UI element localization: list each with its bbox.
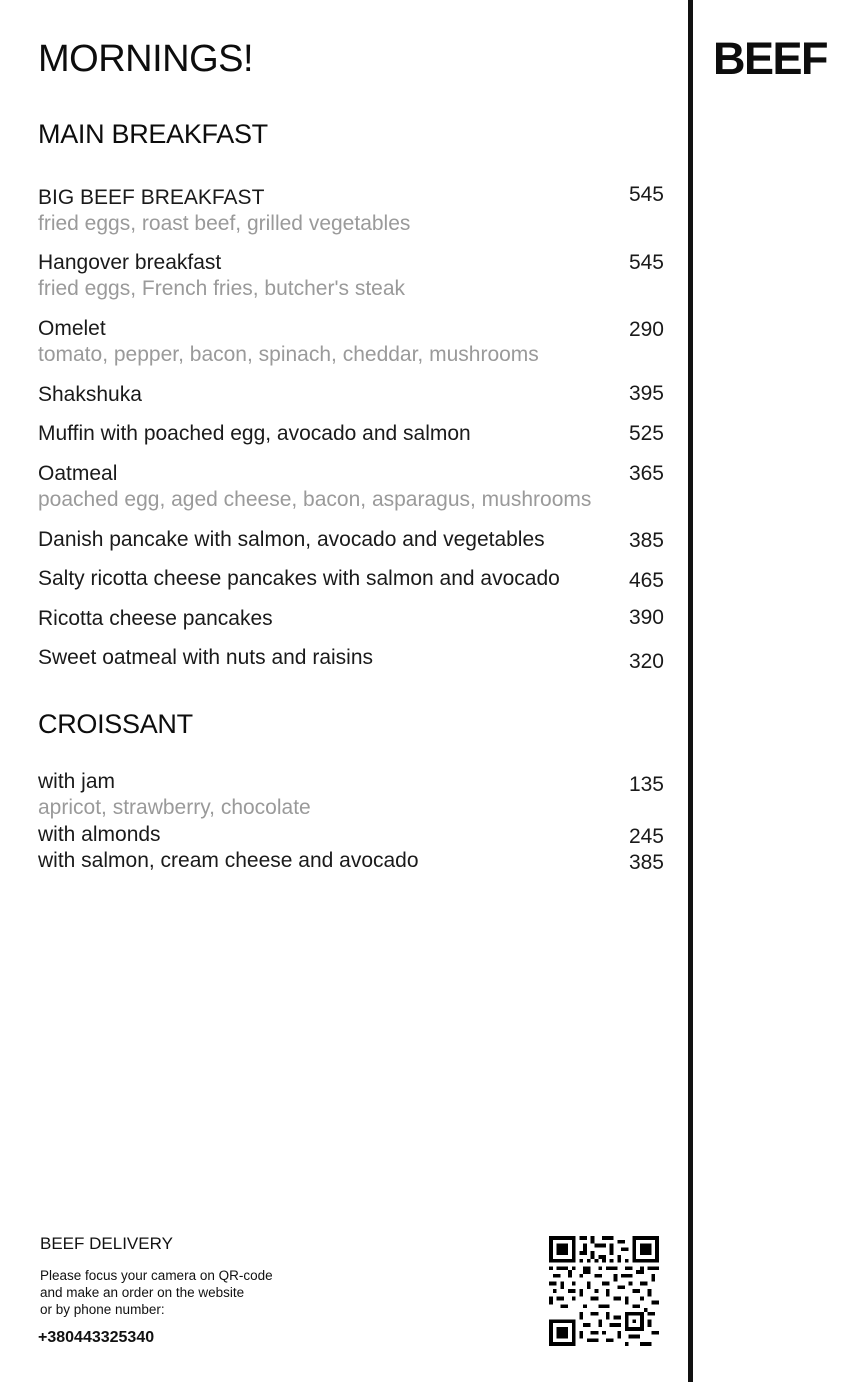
menu-item [38, 421, 664, 447]
menu-item-name: Sweet oatmeal with nuts and raisins [38, 646, 374, 669]
menu-item-price: 385 [628, 529, 664, 552]
menu-item-price: 320 [628, 650, 664, 673]
menu-item-description: tomato, pepper, bacon, spinach, cheddar, mushrooms [38, 343, 539, 366]
delivery-title: BEEF DELIVERY [40, 1234, 173, 1253]
menu-item-description: poached egg, aged cheese, bacon, asparagus, mushrooms [38, 488, 592, 511]
delivery-instructions-line: Please focus your camera on QR-code [40, 1268, 273, 1283]
menu-item-name: with salmon, cream cheese and avocado [38, 849, 419, 872]
menu-item [38, 566, 664, 592]
menu-item-name: Hangover breakfast [38, 251, 222, 274]
menu-item [38, 606, 664, 632]
section-title-main-breakfast: MAIN BREAKFAST [38, 119, 268, 149]
menu-item [38, 822, 664, 848]
menu-item-price: 465 [628, 569, 664, 592]
delivery-instructions-line: and make an order on the website [40, 1285, 245, 1300]
menu-item-name: Danish pancake with salmon, avocado and vegetables [38, 528, 545, 551]
vertical-divider [688, 0, 693, 1382]
menu-item-price: 395 [628, 382, 664, 405]
menu-item-name: with almonds [38, 823, 161, 846]
brand-logo: BEEF [713, 33, 828, 84]
menu-item-price: 390 [628, 606, 664, 629]
menu-item [38, 848, 664, 874]
menu-item [38, 461, 664, 513]
menu-item [38, 769, 664, 821]
menu-item-description: fried eggs, French fries, butcher's steak [38, 277, 406, 300]
phone-number[interactable]: +380443325340 [38, 1329, 155, 1346]
delivery-instructions [40, 1267, 273, 1318]
menu-item [38, 185, 664, 237]
menu-item-name: Salty ricotta cheese pancakes with salmon and avocado [38, 567, 560, 590]
menu-item [38, 250, 664, 302]
menu-item-price: 545 [628, 251, 664, 274]
menu-item-name: Ricotta cheese pancakes [38, 607, 273, 630]
menu-item-name: Omelet [38, 317, 106, 340]
menu-item [38, 382, 664, 408]
menu-item-name: Oatmeal [38, 462, 118, 485]
menu-item-price: 525 [628, 422, 664, 445]
menu-item-name: BIG BEEF BREAKFAST [38, 186, 265, 209]
menu-item-description: apricot, strawberry, chocolate [38, 796, 311, 819]
section-title-croissant: CROISSANT [38, 709, 193, 739]
menu-item-name: Shakshuka [38, 383, 142, 406]
menu-item-price: 365 [628, 462, 664, 485]
menu-item-price: 135 [628, 773, 664, 796]
menu-item [38, 316, 664, 368]
menu-item [38, 527, 664, 553]
menu-item-price: 545 [628, 183, 664, 206]
qr-code-icon[interactable] [549, 1236, 659, 1346]
menu-item-price: 290 [628, 318, 664, 341]
menu-item-price: 245 [628, 825, 664, 848]
page-title: MORNINGS! [38, 38, 254, 80]
menu-item-description: fried eggs, roast beef, grilled vegetables [38, 212, 411, 235]
menu-item-name: with jam [38, 770, 116, 793]
delivery-instructions-line: or by phone number: [40, 1302, 165, 1317]
menu-item-name: Muffin with poached egg, avocado and salmon [38, 422, 471, 445]
menu-item-price: 385 [628, 851, 664, 874]
menu-item [38, 645, 664, 671]
